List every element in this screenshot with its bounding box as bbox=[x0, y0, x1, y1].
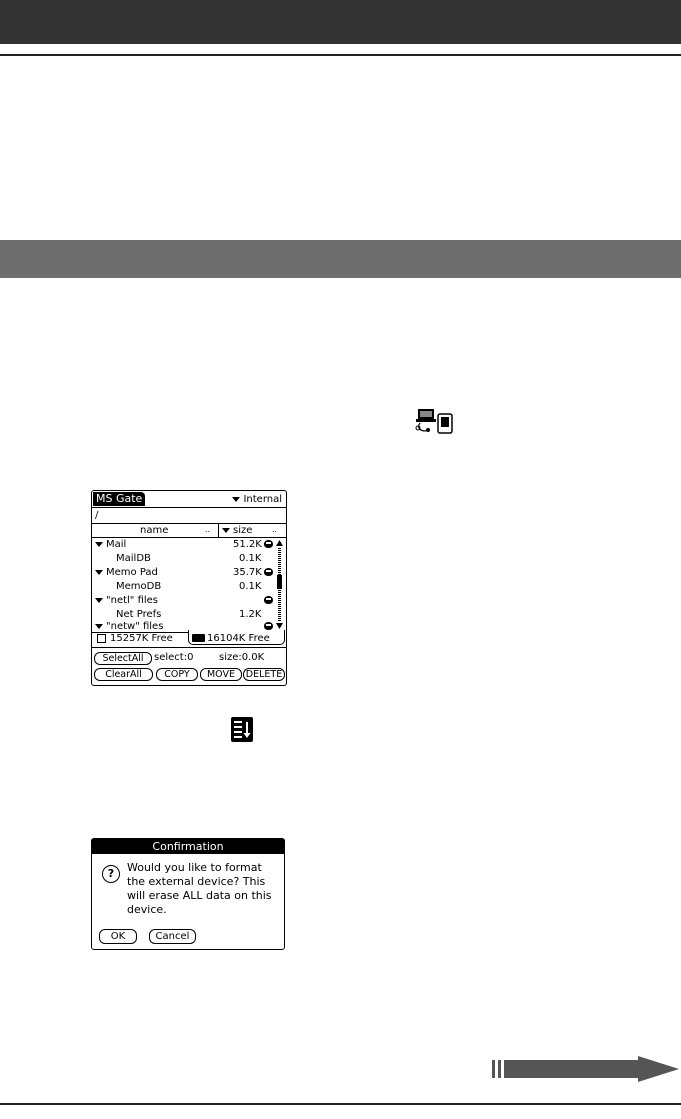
list-item-size: 0.1K bbox=[239, 581, 262, 592]
expand-triangle-icon bbox=[95, 598, 103, 603]
section-heading-band bbox=[0, 240, 681, 278]
select-count: select:0 bbox=[154, 652, 194, 663]
list-item[interactable]: "netw" files bbox=[95, 620, 163, 633]
expand-triangle-icon bbox=[95, 624, 103, 629]
confirmation-dialog bbox=[91, 838, 285, 950]
list-item-size: 0.1K bbox=[239, 553, 262, 564]
app-title: MS Gate bbox=[93, 492, 145, 506]
cancel-button[interactable]: Cancel bbox=[149, 929, 196, 944]
pc-to-handheld-transfer-icon bbox=[414, 408, 454, 434]
title-divider bbox=[92, 507, 286, 508]
footer-divider bbox=[92, 647, 286, 648]
location-selector[interactable] bbox=[232, 493, 282, 506]
card-storage-icon bbox=[264, 540, 273, 548]
size-column-label: size bbox=[233, 525, 253, 536]
clear-all-button[interactable]: ClearAll bbox=[94, 668, 153, 681]
external-free-space: 16104K Free bbox=[207, 633, 270, 644]
list-scrollbar[interactable] bbox=[275, 539, 284, 631]
name-column-more[interactable]: .. bbox=[205, 525, 211, 534]
dialog-title: Confirmation bbox=[92, 839, 284, 854]
expand-triangle-icon bbox=[95, 570, 103, 575]
next-page-arrow-icon[interactable] bbox=[492, 1056, 680, 1082]
expand-triangle-icon bbox=[95, 542, 103, 547]
scroll-thumb[interactable] bbox=[277, 575, 282, 589]
list-item[interactable]: Mail bbox=[95, 538, 126, 551]
move-button[interactable]: MOVE bbox=[200, 668, 242, 681]
menu-list-icon bbox=[231, 717, 253, 742]
card-storage-icon bbox=[264, 622, 273, 630]
header-divider bbox=[0, 54, 681, 56]
msgate-screenshot bbox=[91, 490, 287, 686]
location-label: Internal bbox=[243, 494, 282, 505]
size-column-header[interactable] bbox=[222, 524, 252, 537]
copy-button[interactable]: COPY bbox=[156, 668, 198, 681]
select-all-button[interactable]: SelectAll bbox=[94, 652, 152, 665]
size-column-more[interactable]: .. bbox=[272, 525, 278, 534]
path-label: / bbox=[95, 510, 99, 521]
sort-triangle-icon bbox=[222, 528, 230, 533]
list-item-size: 51.2K bbox=[233, 539, 262, 550]
list-item[interactable]: "netl" files bbox=[95, 594, 158, 607]
memory-stick-icon bbox=[192, 634, 205, 642]
internal-free-space: 15257K Free bbox=[110, 633, 173, 644]
dialog-message: Would you like to format the external device? This will erase ALL data on this device. bbox=[127, 861, 272, 916]
question-icon: ? bbox=[102, 865, 120, 883]
list-item[interactable]: MemoDB bbox=[116, 581, 162, 592]
page-header-bar bbox=[0, 0, 681, 44]
list-item[interactable]: Net Prefs bbox=[116, 609, 162, 620]
ok-button[interactable]: OK bbox=[99, 929, 137, 944]
dropdown-triangle-icon bbox=[232, 497, 240, 502]
name-column-header[interactable]: name bbox=[140, 525, 169, 536]
list-item-size: 35.7K bbox=[233, 567, 262, 578]
column-divider bbox=[218, 523, 219, 537]
footer-divider-line bbox=[0, 1103, 681, 1105]
list-item-size: 1.2K bbox=[239, 609, 262, 620]
size-total: size:0.0K bbox=[219, 652, 265, 663]
internal-memory-icon bbox=[97, 634, 106, 643]
delete-button[interactable]: DELETE bbox=[243, 668, 285, 681]
list-item[interactable]: MailDB bbox=[116, 553, 151, 564]
card-storage-icon bbox=[264, 568, 273, 576]
list-item[interactable]: Memo Pad bbox=[95, 566, 158, 579]
card-storage-icon bbox=[264, 596, 273, 604]
header-top-line bbox=[92, 523, 286, 524]
